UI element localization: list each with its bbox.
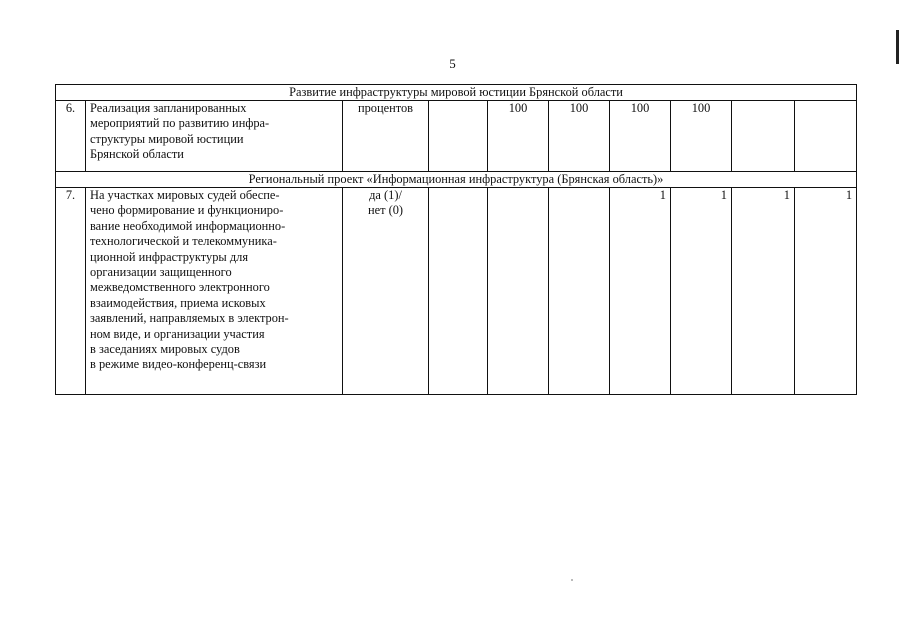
indicator-name-line: чено формирование и функциониро- <box>90 203 284 218</box>
table-row <box>56 188 857 395</box>
indicator-name-line: вание необходимой информационно- <box>90 218 286 233</box>
indicator-name-line: Брянской области <box>90 147 184 162</box>
section-title: Развитие инфраструктуры мировой юстиции Брянской области <box>56 85 857 101</box>
unit-line: процентов <box>357 101 414 115</box>
indicator-name-line: в режиме видео-конференц-связи <box>90 357 267 372</box>
value-cell <box>549 188 610 395</box>
value-cell: 1 <box>795 188 857 395</box>
unit-line: да (1)/ <box>369 188 402 202</box>
indicator-name-line: взаимодействия, приема исковых <box>90 295 266 310</box>
table-row <box>56 101 857 172</box>
value-cell <box>795 101 857 172</box>
unit-line: нет (0) <box>367 203 404 218</box>
value-cell: 100 <box>549 101 610 172</box>
indicator-name <box>86 188 343 395</box>
indicator-name <box>86 101 343 172</box>
indicator-name-line: межведомственного электронного <box>90 280 270 295</box>
value-cell: 1 <box>671 188 732 395</box>
indicator-table <box>55 84 857 395</box>
value-cell <box>429 101 488 172</box>
indicator-name-line: мероприятий по развитию инфра- <box>90 116 270 131</box>
indicator-name-line: в заседаниях мировых судов <box>90 342 240 357</box>
indicator-name-line: технологической и телекоммуника- <box>90 234 277 249</box>
indicator-name-line: На участках мировых судей обеспе- <box>90 188 280 202</box>
indicator-name-line: заявлений, направляемых в электрон- <box>90 311 289 326</box>
indicator-name-line: организации защищенного <box>90 265 232 280</box>
section-header-row <box>56 85 857 101</box>
indicator-name-line: Реализация запланированных <box>90 101 247 115</box>
section-header-row <box>56 172 857 188</box>
indicator-name-line: ном виде, и организации участия <box>90 326 265 341</box>
value-cell <box>429 188 488 395</box>
value-cell: 100 <box>488 101 549 172</box>
unit-cell <box>343 188 429 395</box>
indicator-name-line: структуры мировой юстиции <box>90 131 244 146</box>
row-number: 6. <box>56 101 86 172</box>
value-cell: 100 <box>610 101 671 172</box>
page-number: 5 <box>449 56 456 71</box>
scan-speck <box>571 579 573 581</box>
value-cell <box>732 101 795 172</box>
unit-cell <box>343 101 429 172</box>
indicator-name-line: ционной инфраструктуры для <box>90 249 249 264</box>
value-cell: 100 <box>671 101 732 172</box>
row-number: 7. <box>56 188 86 395</box>
value-cell <box>488 188 549 395</box>
value-cell: 1 <box>610 188 671 395</box>
section-title: Региональный проект «Информационная инфраструктура (Брянская область)» <box>56 172 857 188</box>
value-cell: 1 <box>732 188 795 395</box>
